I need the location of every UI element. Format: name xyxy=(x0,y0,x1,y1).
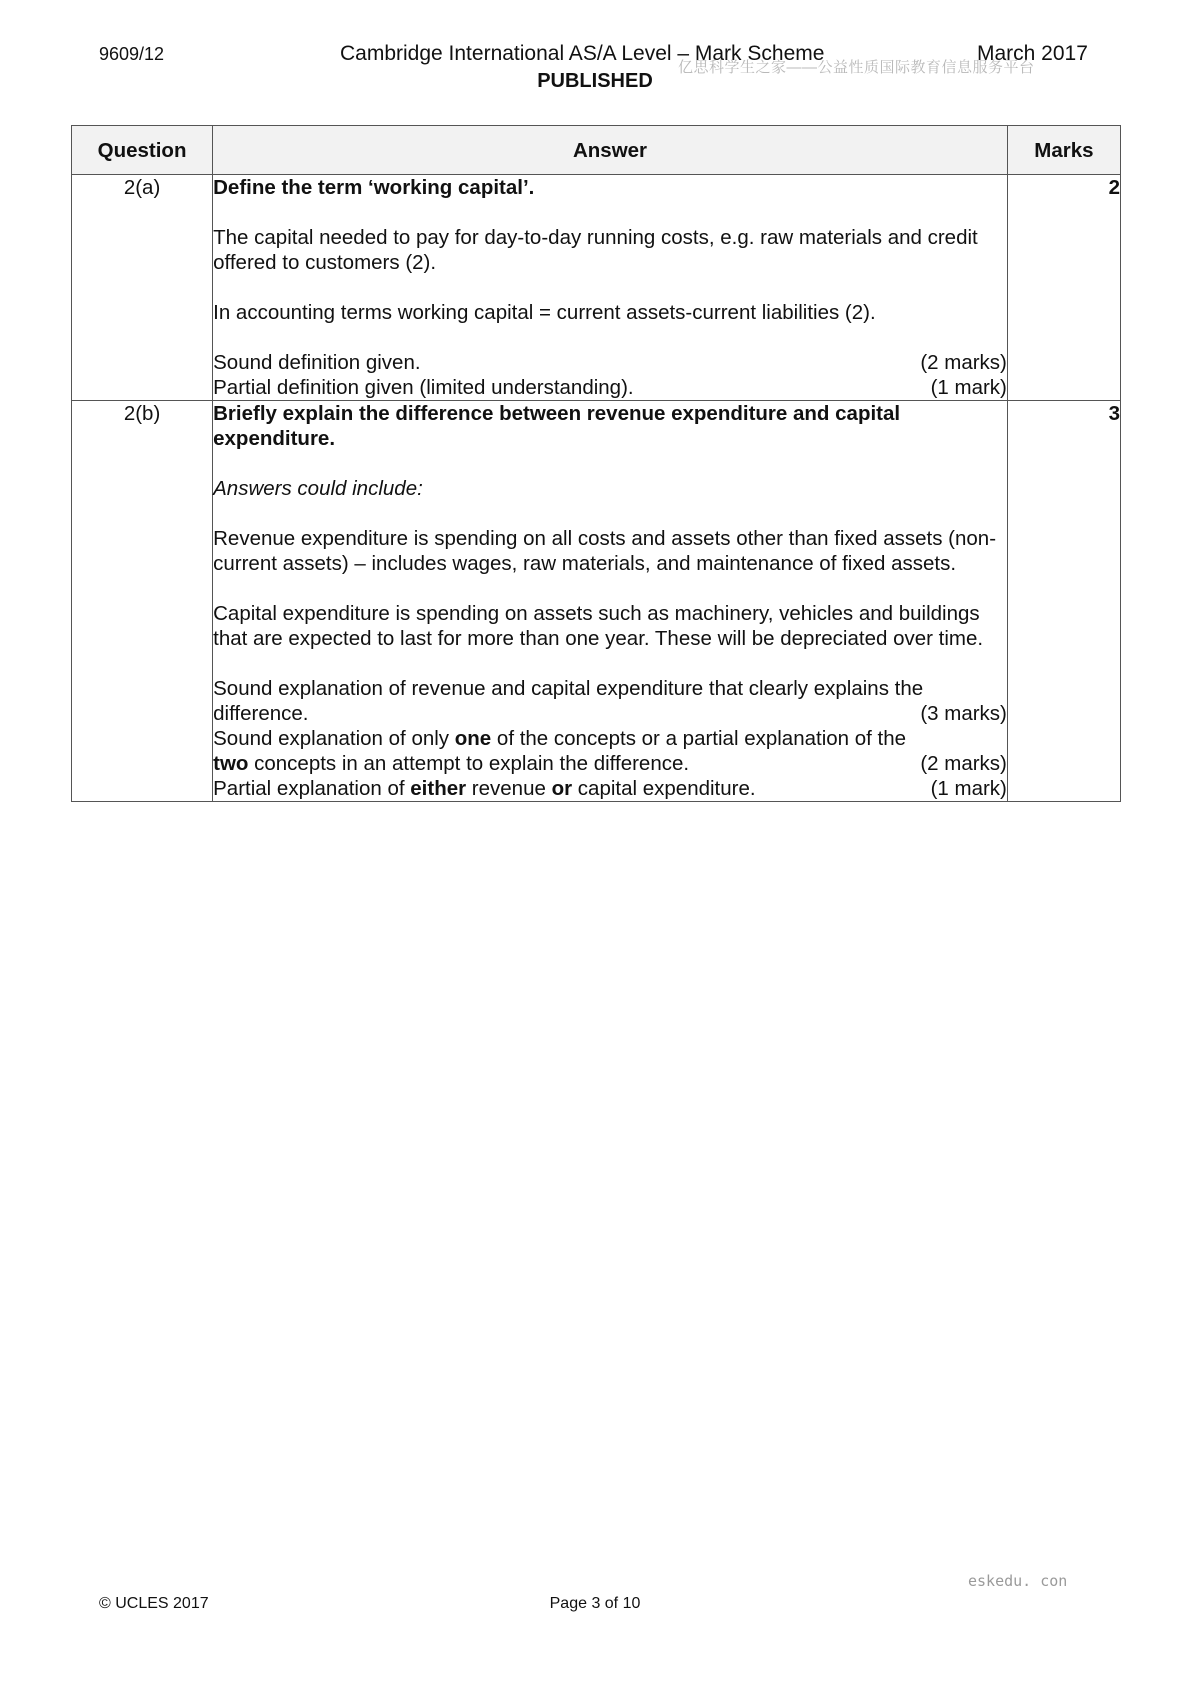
criterion-marks: (3 marks) xyxy=(920,702,1007,725)
document-title: Cambridge International AS/A Level – Mark Scheme xyxy=(340,42,825,65)
answer-paragraph: In accounting terms working capital = current assets-current liabilities (2). xyxy=(213,301,876,324)
answer-paragraph: The capital needed to pay for day-to-day running costs, e.g. raw materials and credit offered to customers (2). xyxy=(213,226,978,274)
criterion-text: Sound definition given. xyxy=(213,351,421,374)
header-answer: Answer xyxy=(213,126,1008,175)
criterion-row xyxy=(213,751,1007,776)
table-row-2b xyxy=(72,401,1121,802)
criterion-marks: (2 marks) xyxy=(920,351,1007,374)
paper-code: 9609/12 xyxy=(99,44,165,64)
table-row-2a xyxy=(72,175,1121,401)
exam-date: March 2017 xyxy=(977,42,1088,65)
criterion-row xyxy=(213,776,1007,801)
copyright-notice: © UCLES 2017 xyxy=(99,1595,209,1612)
criterion-text: Sound explanation of revenue and capital expenditure that clearly explains the xyxy=(213,677,924,700)
table-header-row xyxy=(72,126,1121,175)
header-question: Question xyxy=(72,126,213,175)
answer-paragraph: Revenue expenditure is spending on all costs and assets other than fixed assets (non-current assets) – includes wages, raw materials, and maintenance of fixed assets. xyxy=(213,527,997,575)
answer-paragraph: Capital expenditure is spending on assets such as machinery, vehicles and buildings that are expected to last for more than one year. These will be depreciated over time. xyxy=(213,602,984,650)
total-marks: 2 xyxy=(1007,175,1120,401)
criterion-row xyxy=(213,701,1007,726)
criterion-marks: (2 marks) xyxy=(920,752,1007,775)
marking-criteria xyxy=(213,676,1007,801)
emphasis-one: one xyxy=(454,727,492,750)
criterion-text: Sound explanation of only one of the concepts or a partial explanation of the xyxy=(213,727,907,750)
question-prompt: Define the term ‘working capital’. xyxy=(213,176,535,199)
answer-intro: Answers could include: xyxy=(213,477,423,500)
marking-criteria xyxy=(213,350,1007,400)
total-marks: 3 xyxy=(1007,401,1120,802)
watermark-text: 亿思科学生之家——公益性质国际教育信息服务平台 xyxy=(678,59,1035,76)
answer-cell xyxy=(213,175,1008,401)
mark-scheme-table xyxy=(71,125,1121,802)
criterion-text: Partial definition given (limited understanding). xyxy=(213,376,634,399)
emphasis-or: or xyxy=(551,777,573,800)
answer-cell xyxy=(213,401,1008,802)
criterion-text: difference. xyxy=(213,702,309,725)
criterion-row xyxy=(213,375,1007,400)
emphasis-two: two xyxy=(213,752,249,775)
criterion-text: two concepts in an attempt to explain the difference. xyxy=(213,752,690,775)
criterion-marks: (1 mark) xyxy=(930,777,1007,800)
question-prompt: Briefly explain the difference between revenue expenditure and capital expenditure. xyxy=(213,402,901,450)
published-label: PUBLISHED xyxy=(537,70,653,92)
header-marks: Marks xyxy=(1007,126,1120,175)
criterion-text: Partial explanation of either revenue or capital expenditure. xyxy=(213,777,756,800)
page-number: Page 3 of 10 xyxy=(549,1595,641,1612)
criterion-marks: (1 mark) xyxy=(930,376,1007,399)
question-number: 2(b) xyxy=(72,401,213,802)
site-watermark: eskedu. con xyxy=(968,1572,1068,1590)
criterion-row xyxy=(213,350,1007,375)
question-number: 2(a) xyxy=(72,175,213,401)
emphasis-either: either xyxy=(410,777,467,800)
